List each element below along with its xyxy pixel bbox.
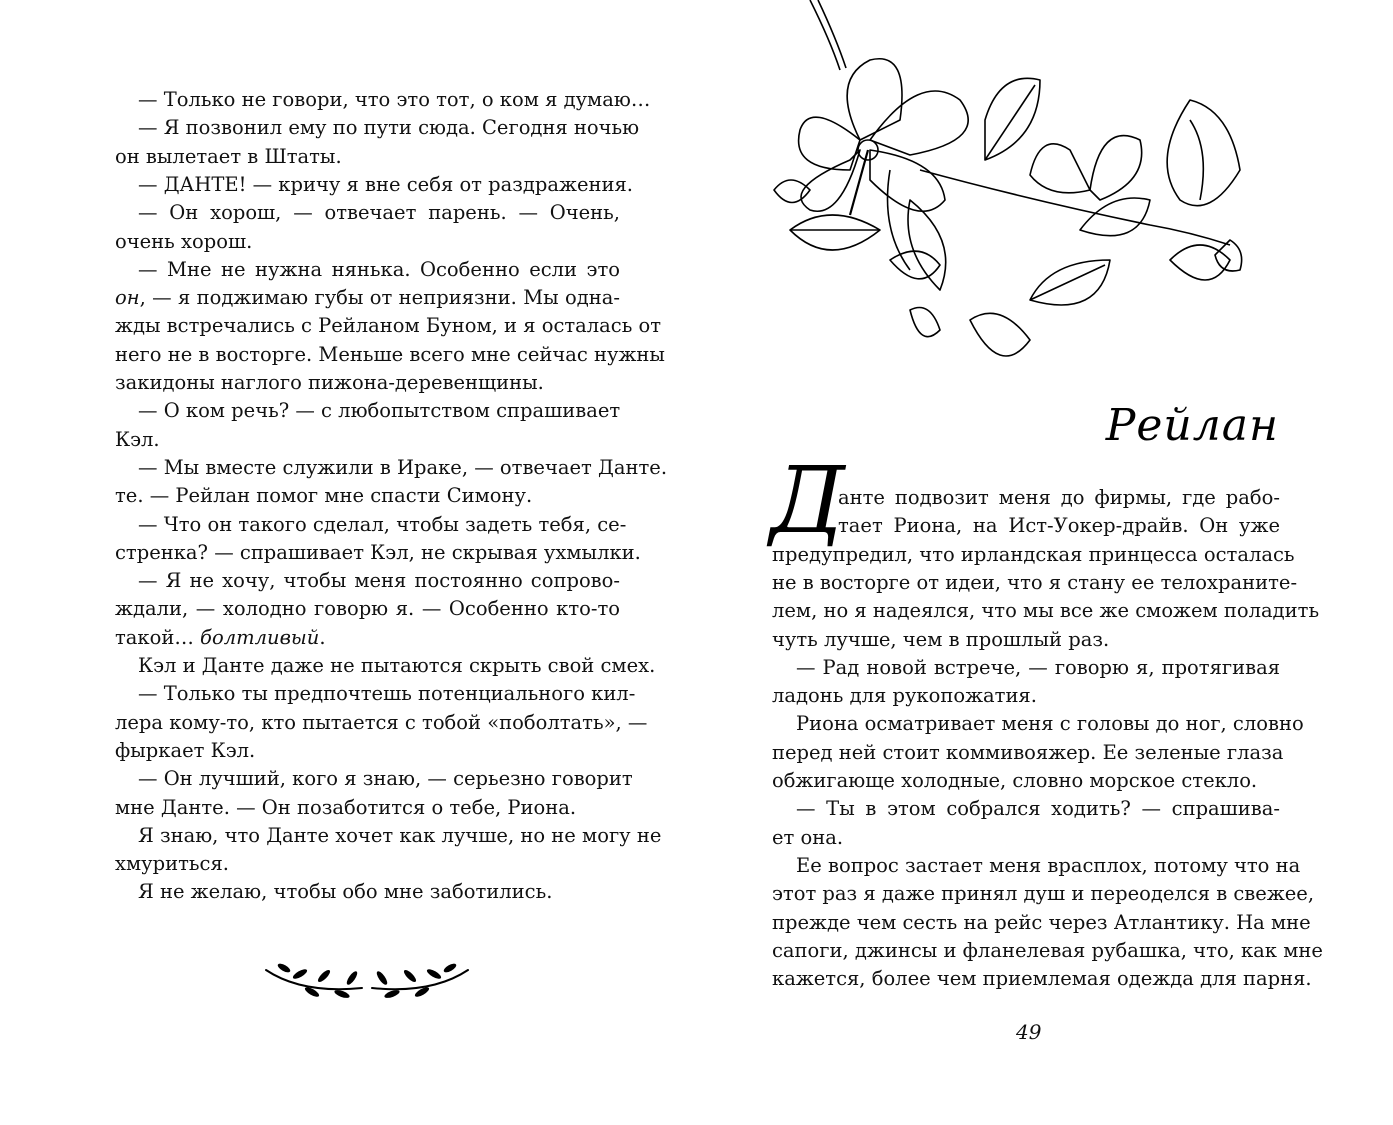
text-line: — Он лучший, кого я знаю, — серьезно говорит — [138, 767, 633, 791]
text-line: — Я позвонил ему по пути сюда. Сегодня ночью — [138, 116, 640, 140]
text-line: Кэл и Данте даже не пытаются скрыть свой смех. — [138, 654, 656, 677]
text-line: Кэл. — [115, 427, 160, 451]
text-line: него не в восторге. Меньше всего мне сейчас нужны — [115, 342, 665, 366]
right-page — [696, 0, 1393, 1125]
text-line: Риона осматривает меня с головы до ног, словно — [796, 712, 1304, 736]
text-line: кажется, более чем приемлемая одежда для парня. — [772, 967, 1312, 991]
hibiscus-flower-illustration — [770, 0, 1246, 385]
text-line: анте подвозит меня до фирмы, где рабо- — [838, 486, 1280, 509]
text-line: он, — я поджимаю губы от неприязни. Мы одна- — [115, 286, 620, 310]
text-line: этот раз я даже принял душ и переоделся в свежее, — [772, 882, 1315, 906]
text-line: предупредил, что ирландская принцесса осталась — [772, 542, 1295, 566]
text-line: обжигающе холодные, словно морское стекло. — [772, 769, 1258, 792]
text-line: лем, но я надеялся, что мы все же сможем поладить — [772, 599, 1320, 623]
text-line: — Рад новой встрече, — говорю я, протягивая — [796, 655, 1280, 679]
text-line: фыркает Кэл. — [115, 738, 256, 762]
text-line: — О ком речь? — с любопытством спрашивает — [138, 399, 621, 423]
text-line: ет она. — [772, 825, 844, 849]
text-line: — ДАНТЕ! — кричу я вне себя от раздражения. — [138, 172, 634, 196]
drop-cap: Д — [770, 447, 845, 554]
text-line: ладонь для рукопожатия. — [772, 684, 1037, 708]
text-line: тает Риона, на Ист-Уокер-драйв. Он уже — [838, 514, 1280, 538]
laurel-divider-ornament — [262, 958, 472, 1008]
text-line: — Я не хочу, чтобы меня постоянно сопрово- — [138, 569, 620, 593]
text-line: ждали, — холодно говорю я. — Особенно кто-то — [115, 597, 620, 621]
text-line: закидоны наглого пижона-деревенщины. — [115, 371, 544, 394]
text-line: прежде чем сесть на рейс через Атлантику. На мне — [772, 910, 1311, 934]
text-line: Я не желаю, чтобы обо мне заботились. — [138, 880, 553, 904]
text-line: не в восторге от идеи, что я стану ее телохраните- — [772, 570, 1298, 594]
text-line: лера кому-то, кто пытается с тобой «поболтать», — — [115, 710, 648, 734]
text-line: мне Данте. — Он позаботится о тебе, Риона. — [115, 795, 577, 819]
text-line: Я знаю, что Данте хочет как лучше, но не могу не — [138, 823, 662, 847]
text-line: — Ты в этом собрался ходить? — спрашива- — [796, 797, 1280, 821]
text-line: жды встречались с Рейланом Буном, и я осталась от — [115, 314, 662, 338]
text-line: такой… болтливый. — [115, 625, 326, 649]
text-line: те. — Рейлан помог мне спасти Симону. — [115, 484, 533, 508]
chapter-title: Рейлан — [1105, 400, 1279, 451]
text-line: — Только ты предпочтешь потенциального кил- — [138, 682, 636, 706]
text-line: перед ней стоит коммивояжер. Ее зеленые глаза — [772, 740, 1284, 764]
text-line: Ее вопрос застает меня врасплох, потому что на — [796, 853, 1301, 877]
text-line: хмуриться. — [115, 852, 229, 876]
page-number: 49 — [1016, 1020, 1042, 1044]
text-line: — Только не говори, что это тот, о ком я думаю… — [138, 88, 651, 111]
text-line: — Он хорош, — отвечает парень. — Очень, — [138, 201, 620, 225]
left-page — [0, 0, 696, 1125]
text-line: — Мне не нужна нянька. Особенно если это — [138, 257, 620, 281]
text-line: чуть лучше, чем в прошлый раз. — [772, 627, 1110, 651]
text-line: стренка? — спрашивает Кэл, не скрывая ухмылки. — [115, 540, 641, 564]
text-line: сапоги, джинсы и фланелевая рубашка, что, как мне — [772, 938, 1323, 962]
text-line: очень хорош. — [115, 229, 253, 253]
text-line: — Мы вместе служили в Ираке, — отвечает Данте. — [138, 455, 668, 479]
text-line: — Что он такого сделал, чтобы задеть тебя, се- — [138, 512, 627, 536]
text-line: он вылетает в Штаты. — [115, 144, 342, 168]
